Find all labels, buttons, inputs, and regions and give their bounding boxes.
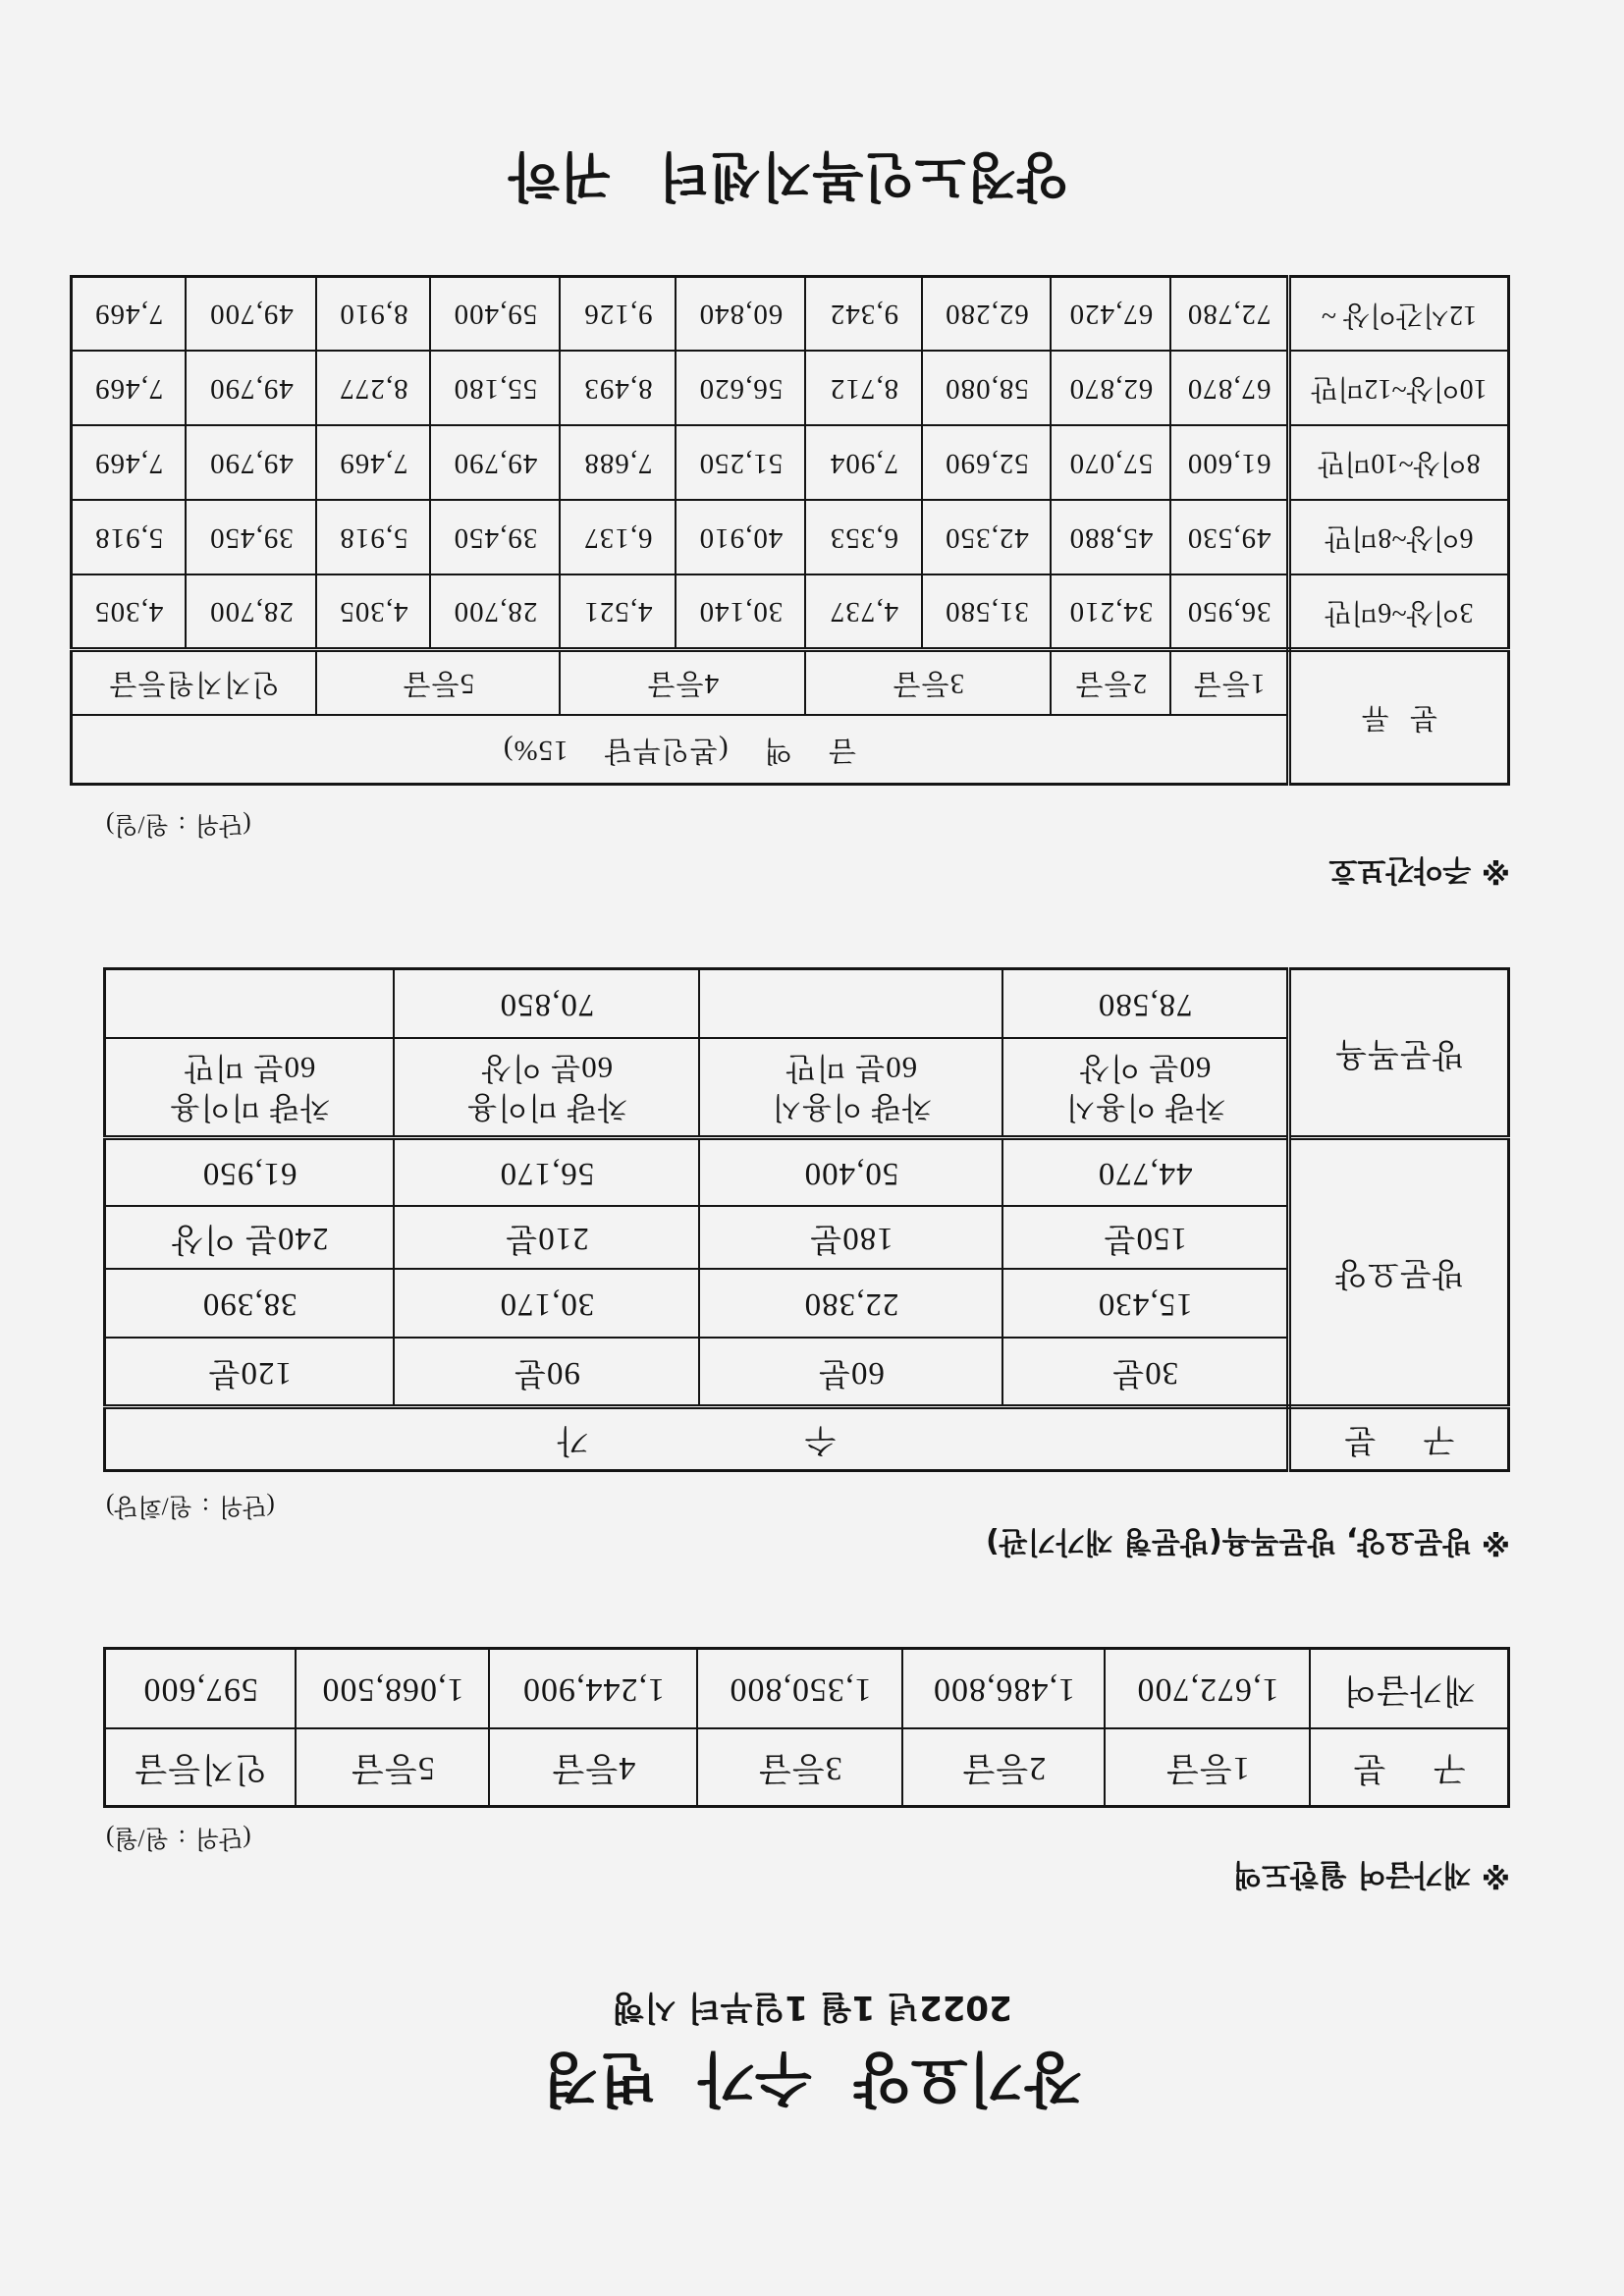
row-label: 3이상~6미만 bbox=[1289, 575, 1509, 650]
table-cell: 39,450 bbox=[187, 501, 317, 575]
table-row bbox=[71, 352, 1508, 426]
duration-cell: 180분 bbox=[700, 1207, 1003, 1270]
grade-header-cell: 인지지원등급 bbox=[71, 650, 316, 716]
table-row bbox=[71, 277, 1508, 352]
condition-cell bbox=[395, 1039, 700, 1138]
table-row bbox=[104, 1039, 1508, 1138]
day-night-care-table bbox=[70, 275, 1510, 786]
condition-cell bbox=[1003, 1039, 1289, 1138]
table-cell: 55,180 bbox=[431, 352, 561, 426]
row-label: 8이상~10미만 bbox=[1289, 426, 1509, 501]
table-header-cell: 구 분 bbox=[1289, 1407, 1509, 1471]
table-cell: 57,070 bbox=[1052, 426, 1171, 501]
table-cell: 36,950 bbox=[1171, 575, 1289, 650]
table-cell: 7,469 bbox=[317, 426, 431, 501]
table-cell: 1,068,500 bbox=[297, 1649, 490, 1729]
duration-cell: 60분 bbox=[700, 1339, 1003, 1407]
table-header-cell: 금 액 (본인부담 15%) bbox=[71, 716, 1288, 785]
grade-header-cell: 1등급 bbox=[1171, 650, 1289, 716]
table-cell: 49,530 bbox=[1171, 501, 1289, 575]
condition-line: 차량 이용시 bbox=[771, 1090, 932, 1125]
day-night-care-heading: ※ 주야간보호 bbox=[1328, 852, 1510, 887]
condition-line: 60분 이상 bbox=[480, 1051, 614, 1086]
table-cell: 49,700 bbox=[187, 277, 317, 352]
monthly-limit-unit: (단위 : 원/월) bbox=[106, 1825, 251, 1851]
table-cell: 72,780 bbox=[1171, 277, 1289, 352]
condition-line: 60분 미만 bbox=[785, 1051, 918, 1086]
table-header-cell: 5등급 bbox=[297, 1729, 490, 1807]
table-cell: 597,600 bbox=[105, 1649, 297, 1729]
table-cell: 9,126 bbox=[561, 277, 677, 352]
table-cell: 49,790 bbox=[431, 426, 561, 501]
empty-cell bbox=[104, 969, 394, 1039]
table-cell: 6,353 bbox=[806, 501, 923, 575]
table-cell: 4,521 bbox=[561, 575, 677, 650]
table-cell: 62,280 bbox=[923, 277, 1052, 352]
row-label: 재가급여 bbox=[1311, 1649, 1509, 1729]
visit-services-unit: (단위 : 원/회당) bbox=[106, 1493, 275, 1519]
table-header-row bbox=[104, 1407, 1508, 1471]
table-header-row bbox=[105, 1729, 1509, 1807]
table-header-cell: 1등급 bbox=[1106, 1729, 1311, 1807]
table-cell: 7,469 bbox=[71, 426, 186, 501]
table-row bbox=[105, 1649, 1509, 1729]
document-title: 장기요양 수가 변경 bbox=[542, 2044, 1082, 2112]
table-cell: 7,904 bbox=[806, 426, 923, 501]
table-cell: 4,305 bbox=[71, 575, 186, 650]
table-cell: 39,450 bbox=[431, 501, 561, 575]
table-cell: 4,305 bbox=[317, 575, 431, 650]
table-cell: 45,880 bbox=[1052, 501, 1171, 575]
monthly-limit-heading: ※ 재가급여 월한도액 bbox=[1233, 1857, 1510, 1891]
table-cell: 8,277 bbox=[317, 352, 431, 426]
table-cell: 9,342 bbox=[806, 277, 923, 352]
duration-cell: 150분 bbox=[1003, 1207, 1289, 1270]
duration-cell: 30분 bbox=[1003, 1339, 1289, 1407]
table-cell: 8,712 bbox=[806, 352, 923, 426]
table-cell: 7,688 bbox=[561, 426, 677, 501]
table-cell: 34,210 bbox=[1052, 575, 1171, 650]
condition-line: 차량 미이용 bbox=[466, 1090, 627, 1125]
table-cell: 8,910 bbox=[317, 277, 431, 352]
table-header-cell: 3등급 bbox=[698, 1729, 903, 1807]
table-cell: 52,690 bbox=[923, 426, 1052, 501]
effective-date: 2022년 1월 1일부터 시행 bbox=[612, 1988, 1012, 2027]
row-label-bathing: 방문목욕 bbox=[1289, 969, 1509, 1138]
table-cell: 7,469 bbox=[71, 277, 186, 352]
table-cell: 60,840 bbox=[677, 277, 806, 352]
table-header-cell: 인지등급 bbox=[105, 1729, 297, 1807]
table-cell: 7,469 bbox=[71, 352, 186, 426]
table-cell: 1,672,700 bbox=[1106, 1649, 1311, 1729]
fee-cell: 44,770 bbox=[1003, 1138, 1289, 1207]
condition-line: 차량 미이용 bbox=[169, 1090, 330, 1125]
table-cell: 49,790 bbox=[187, 352, 317, 426]
table-header-row bbox=[71, 716, 1508, 785]
visit-services-heading: ※ 방문요양, 방문목욕(방문형 재가기관) bbox=[985, 1524, 1510, 1558]
monthly-limit-table bbox=[103, 1647, 1510, 1808]
table-cell: 61,600 bbox=[1171, 426, 1289, 501]
duration-cell: 90분 bbox=[395, 1339, 700, 1407]
row-label: 6이상~8미만 bbox=[1289, 501, 1509, 575]
table-header-cell: 구 분 bbox=[1311, 1729, 1509, 1807]
table-header-cell: 분 류 bbox=[1289, 650, 1509, 785]
row-label: 12시간이상 ~ bbox=[1289, 277, 1509, 352]
table-row bbox=[104, 1339, 1508, 1407]
grade-header-cell: 4등급 bbox=[561, 650, 806, 716]
table-cell: 1,350,800 bbox=[698, 1649, 903, 1729]
visit-services-table bbox=[103, 967, 1510, 1472]
table-cell: 30,140 bbox=[677, 575, 806, 650]
table-cell: 5,918 bbox=[317, 501, 431, 575]
day-night-care-unit: (단위 : 원/일) bbox=[106, 811, 251, 838]
fee-cell: 15,430 bbox=[1003, 1270, 1289, 1339]
table-header-cell: 수 가 bbox=[104, 1407, 1288, 1471]
table-header-cell: 2등급 bbox=[903, 1729, 1106, 1807]
row-label: 10이상~12미만 bbox=[1289, 352, 1509, 426]
fee-cell: 70,850 bbox=[395, 969, 700, 1039]
fee-cell: 30,170 bbox=[395, 1270, 700, 1339]
table-cell: 1,486,800 bbox=[903, 1649, 1106, 1729]
issuer-footer: 양정노인복지센터 귀하 bbox=[508, 145, 1069, 207]
table-cell: 49,790 bbox=[187, 426, 317, 501]
table-row bbox=[71, 575, 1508, 650]
empty-cell bbox=[700, 969, 1003, 1039]
condition-line: 60분 이상 bbox=[1078, 1051, 1212, 1086]
table-cell: 1,244,900 bbox=[490, 1649, 698, 1729]
grade-header-cell: 2등급 bbox=[1052, 650, 1171, 716]
fee-cell: 56,170 bbox=[395, 1138, 700, 1207]
table-cell: 62,870 bbox=[1052, 352, 1171, 426]
table-cell: 51,250 bbox=[677, 426, 806, 501]
table-cell: 6,137 bbox=[561, 501, 677, 575]
condition-line: 60분 미만 bbox=[183, 1051, 316, 1086]
condition-cell bbox=[104, 1039, 394, 1138]
fee-cell: 78,580 bbox=[1003, 969, 1289, 1039]
table-cell: 31,580 bbox=[923, 575, 1052, 650]
duration-cell: 210분 bbox=[395, 1207, 700, 1270]
table-cell: 28,700 bbox=[431, 575, 561, 650]
table-cell: 40,910 bbox=[677, 501, 806, 575]
grade-header-cell: 3등급 bbox=[806, 650, 1052, 716]
fee-cell: 61,950 bbox=[104, 1138, 394, 1207]
table-cell: 58,080 bbox=[923, 352, 1052, 426]
table-cell: 56,620 bbox=[677, 352, 806, 426]
condition-cell bbox=[700, 1039, 1003, 1138]
table-row bbox=[71, 501, 1508, 575]
grade-header-cell: 5등급 bbox=[317, 650, 561, 716]
duration-cell: 120분 bbox=[104, 1339, 394, 1407]
table-cell: 5,918 bbox=[71, 501, 186, 575]
table-cell: 59,400 bbox=[431, 277, 561, 352]
fee-cell: 50,400 bbox=[700, 1138, 1003, 1207]
fee-cell: 38,390 bbox=[104, 1270, 394, 1339]
row-label-home-care: 방문요양 bbox=[1289, 1138, 1509, 1407]
condition-line: 차량 이용시 bbox=[1064, 1090, 1225, 1125]
table-cell: 67,870 bbox=[1171, 352, 1289, 426]
table-header-cell: 4등급 bbox=[490, 1729, 698, 1807]
table-row bbox=[71, 426, 1508, 501]
fee-cell: 22,380 bbox=[700, 1270, 1003, 1339]
table-cell: 28,700 bbox=[187, 575, 317, 650]
table-cell: 8,493 bbox=[561, 352, 677, 426]
table-cell: 4,737 bbox=[806, 575, 923, 650]
duration-cell: 240분 이상 bbox=[104, 1207, 394, 1270]
table-cell: 42,350 bbox=[923, 501, 1052, 575]
table-cell: 67,420 bbox=[1052, 277, 1171, 352]
